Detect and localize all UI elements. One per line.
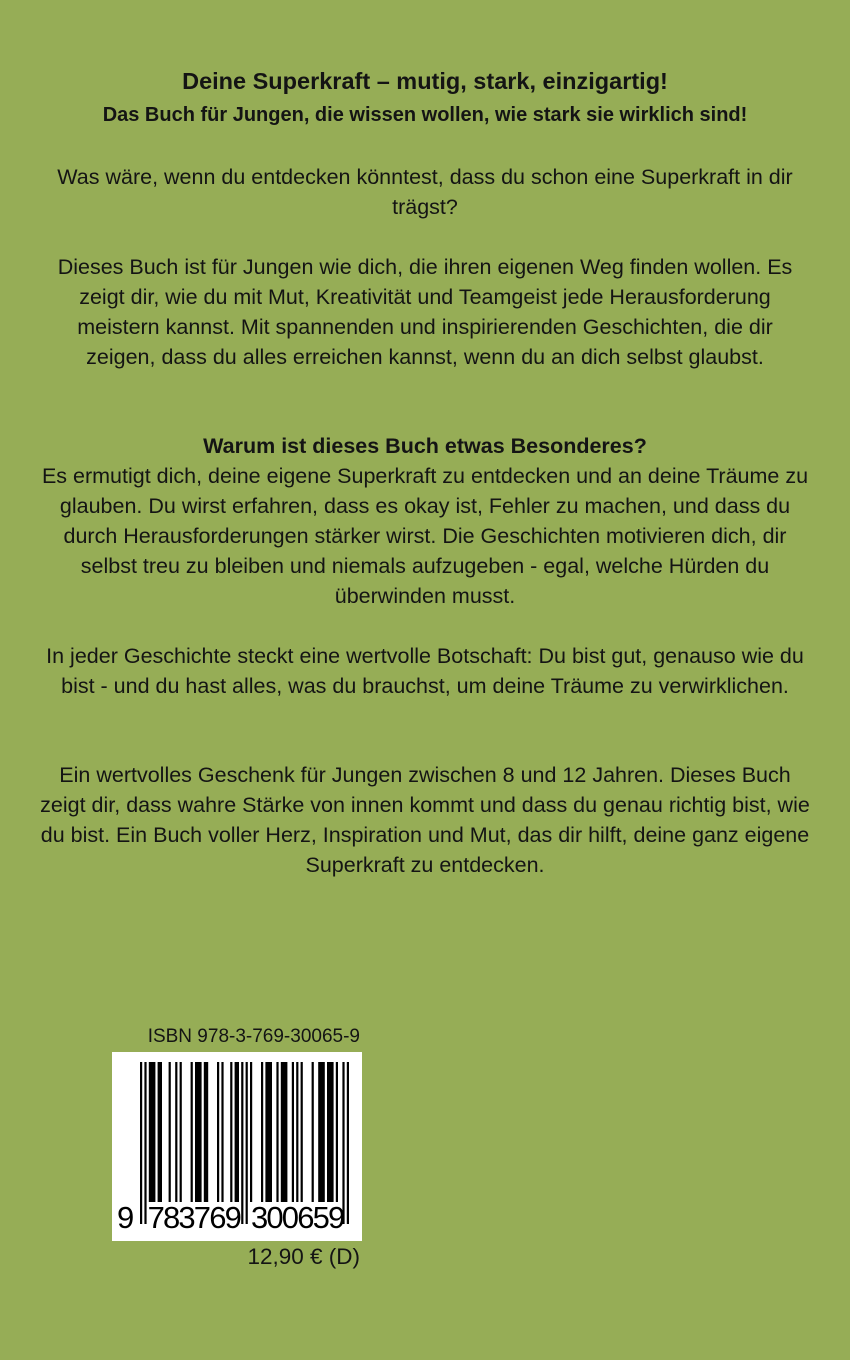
barcode-digit: 9 (328, 1200, 346, 1235)
barcode-bar (327, 1062, 334, 1202)
barcode-digit: 6 (297, 1200, 315, 1235)
barcode-bar (312, 1062, 314, 1202)
cover-subtitle: Das Buch für Jungen, die wissen wollen, wie stark sie wirklich sind! (102, 104, 748, 126)
gift-paragraph: Ein wertvolles Geschenk für Jungen zwischen 8 und 12 Jahren. Dieses Buch zeigt dir, dass wahre Stärke von innen kommt und dass du genau richtig bist, wie du bist. Ein Buch voller Herz, Inspiration und Mut, das dir hilft, deine ganz eigene Superkraft zu entdecken. (40, 763, 810, 877)
section-heading: Warum ist dieses Buch etwas Besonderes? (203, 434, 647, 458)
barcode-bar (265, 1062, 272, 1202)
barcode-bar (250, 1062, 252, 1202)
isbn-barcode (112, 1052, 362, 1241)
barcode-bar (261, 1062, 263, 1202)
barcode-bar (276, 1062, 278, 1202)
isbn-label: ISBN 978-3-769-30065-9 (147, 1026, 360, 1047)
barcode-digit: 3 (251, 1200, 269, 1235)
barcode-bar (281, 1062, 288, 1202)
barcode-bar (221, 1062, 223, 1202)
description-paragraph: Dieses Buch ist für Jungen wie dich, die ihren eigenen Weg finden wollen. Es zeigt dir, wie du mit Mut, Kreativität und Teamgeist jede Herausforderung meistern kannst. Mit spannenden und inspirierenden Geschichten, die dir zeigen, dass du alles erreichen kannst, wenn du an dich selbst glaubst. (57, 255, 793, 369)
barcode-digit: 7 (193, 1200, 212, 1235)
barcode-digit: 9 (117, 1200, 135, 1235)
barcode-digit: 7 (147, 1200, 165, 1235)
barcode-digit: 9 (224, 1200, 242, 1235)
barcode-bar (217, 1062, 219, 1202)
barcode-digit: 6 (209, 1200, 227, 1235)
barcode-digit: 5 (312, 1200, 330, 1235)
reasons-paragraph: Es ermutigt dich, deine eigene Superkraft zu entdecken und an deine Träume zu glauben. Du wirst erfahren, dass es okay ist, Fehler zu machen, und dass du durch Herausforderungen stärker wirst. Die Geschichten motivieren dich, dir selbst treu zu bleiben und niemals aufzugeben - egal, welche Hürden du überwinden musst. (41, 464, 809, 608)
barcode-bar (292, 1062, 294, 1202)
barcode-digit: 0 (281, 1200, 300, 1235)
cover-title: Deine Superkraft – mutig, stark, einzigartig! (182, 68, 668, 94)
barcode-bar (204, 1062, 208, 1202)
barcode-bar (175, 1062, 177, 1202)
barcode-bar (230, 1062, 232, 1202)
barcode-bar (301, 1062, 303, 1202)
message-paragraph: In jeder Geschichte steckt eine wertvolle Botschaft: Du bist gut, genauso wie du bist - und du hast alles, was du brauchst, um deine Träume zu verwirklichen. (46, 644, 804, 698)
barcode-bar (318, 1062, 325, 1202)
intro-paragraph: Was wäre, wenn du entdecken könntest, dass du schon eine Superkraft in dir trägst? (57, 165, 793, 219)
barcode-bar (195, 1062, 202, 1202)
barcode-bar (158, 1062, 162, 1202)
barcode-bar (169, 1062, 171, 1202)
barcode-digit: 3 (178, 1200, 196, 1235)
barcode-digits (112, 1198, 362, 1238)
barcode-bar (235, 1062, 239, 1202)
barcode-bar (296, 1062, 298, 1202)
price-label: 12,90 € (D) (247, 1244, 360, 1269)
barcode-bar (191, 1062, 193, 1202)
barcode-bar (180, 1062, 182, 1202)
barcode-bar (336, 1062, 338, 1202)
barcode-bar (149, 1062, 156, 1202)
barcode-digit: 0 (266, 1200, 284, 1235)
barcode-digit: 8 (163, 1200, 181, 1235)
